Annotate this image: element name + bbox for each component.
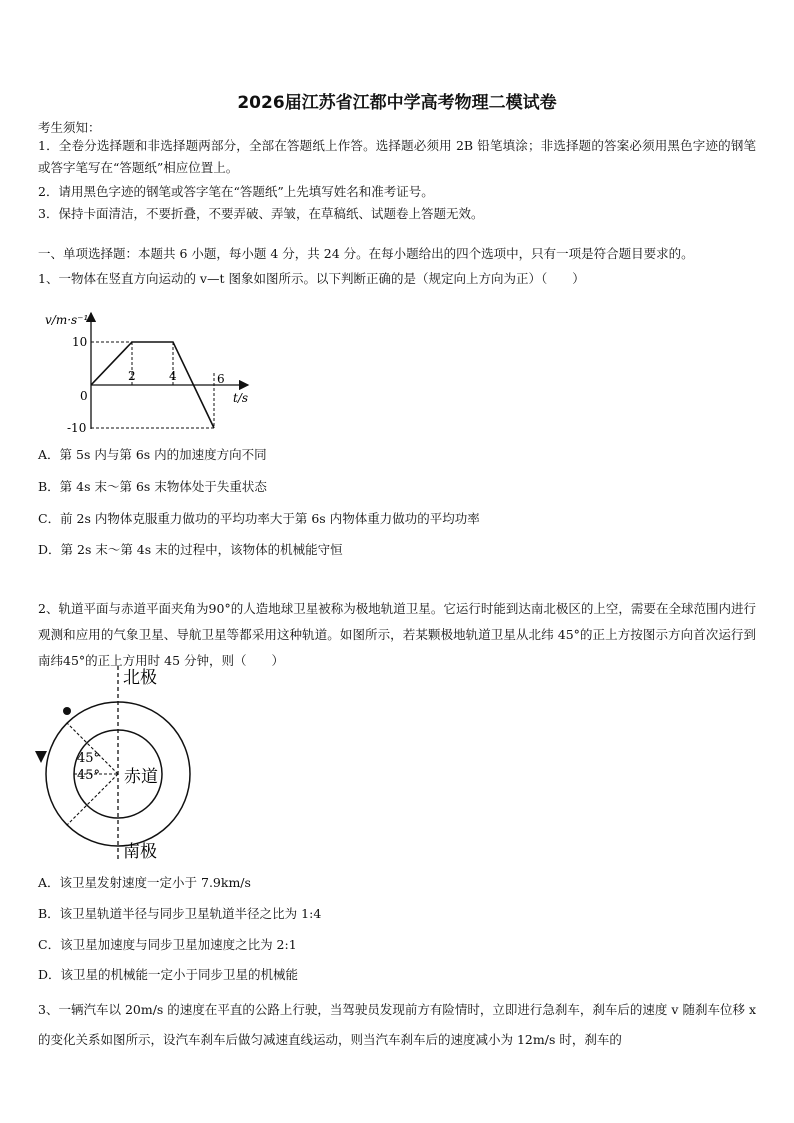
q2-option-c: C．该卫星加速度与同步卫星加速度之比为 2:1 xyxy=(38,937,297,952)
notice-item-2: 2．请用黑色字迹的钢笔或答字笔在“答题纸”上先填写姓名和准考证号。 xyxy=(38,184,434,199)
equator-label: 赤道 xyxy=(124,767,158,787)
q2-option-b: B．该卫星轨道半径与同步卫星轨道半径之比为 1:4 xyxy=(38,906,322,921)
vt-chart xyxy=(36,305,266,437)
satellite-dot xyxy=(63,707,71,715)
q2-option-a: A．该卫星发射速度一定小于 7.9km/s xyxy=(38,875,251,890)
x-axis-label: t/s xyxy=(233,391,249,405)
q1-option-d: D．第 2s 末～第 4s 末的过程中，该物体的机械能守恒 xyxy=(38,542,343,557)
section-heading: 一、单项选择题：本题共 6 小题，每小题 4 分，共 24 分。在每小题给出的四个选项中，只有一项是符合题目要求的。 xyxy=(38,246,694,261)
question-3-stem: 3、一辆汽车以 20m/s 的速度在平直的公路上行驶，当驾驶员发现前方有险情时，立即进行急刹车，刹车后的速度 v 随刹车位移 x 的变化关系如图所示，设汽车刹车后做匀减速直线运动，则当汽车刹车后的速度减小为 12m/s 时，刹车的 xyxy=(38,1002,756,1047)
y-axis-label: v/m·s⁻¹ xyxy=(45,313,89,327)
angle-label-south: 45° xyxy=(77,768,101,783)
notice-item-1: 1．全卷分选择题和非选择题两部分，全部在答题纸上作答。选择题必须用 2B 铅笔填涂；非选择题的答案必须用黑色字迹的钢笔或答字笔写在“答题纸”相应位置上。 xyxy=(38,138,756,175)
notice-heading: 考生须知： xyxy=(38,120,101,135)
page-title: 2026届江苏省江都中学高考物理二模试卷 xyxy=(237,93,557,113)
x-tick-label: 0 xyxy=(80,389,88,403)
orbit-figure xyxy=(30,664,220,864)
x-tick-label: 4 xyxy=(169,369,177,383)
notice-item-3: 3．保持卡面清洁，不要折叠，不要弄破、弄皱，在草稿纸、试题卷上答题无效。 xyxy=(38,206,484,221)
q1-option-b: B．第 4s 末～第 6s 末物体处于失重状态 xyxy=(38,479,267,494)
q2-option-d: D．该卫星的机械能一定小于同步卫星的机械能 xyxy=(38,967,299,982)
q1-option-a: A．第 5s 内与第 6s 内的加速度方向不同 xyxy=(38,447,267,462)
y-tick-label: -10 xyxy=(67,421,87,435)
question-2-stem: 2、轨道平面与赤道平面夹角为90°的人造地球卫星被称为极地轨道卫星。它运行时能到达南北极区的上空，需要在全球范围内进行观测和应用的气象卫星、导航卫星等都采用这种轨道。如图所示，若某颗极地轨道卫星从北纬 45°的正上方按图示方向首次运行到南纬45°的正上方用时 45 分钟，则（ ） xyxy=(38,601,756,668)
angle-label-north: 45° xyxy=(77,751,101,766)
x-tick-label: 2 xyxy=(128,369,136,383)
x-tick-label: 6 xyxy=(217,372,225,386)
y-tick-label: 10 xyxy=(72,335,88,349)
south-pole-label: 南极 xyxy=(123,842,157,862)
direction-arrow-icon xyxy=(35,751,47,763)
north-pole-label: 北极 xyxy=(123,668,157,688)
question-1-stem: 1、一物体在竖直方向运动的 v—t 图象如图所示。以下判断正确的是（规定向上方向为正）（ ） xyxy=(38,271,585,286)
q1-option-c: C．前 2s 内物体克服重力做功的平均功率大于第 6s 内物体重力做功的平均功率 xyxy=(38,511,480,526)
